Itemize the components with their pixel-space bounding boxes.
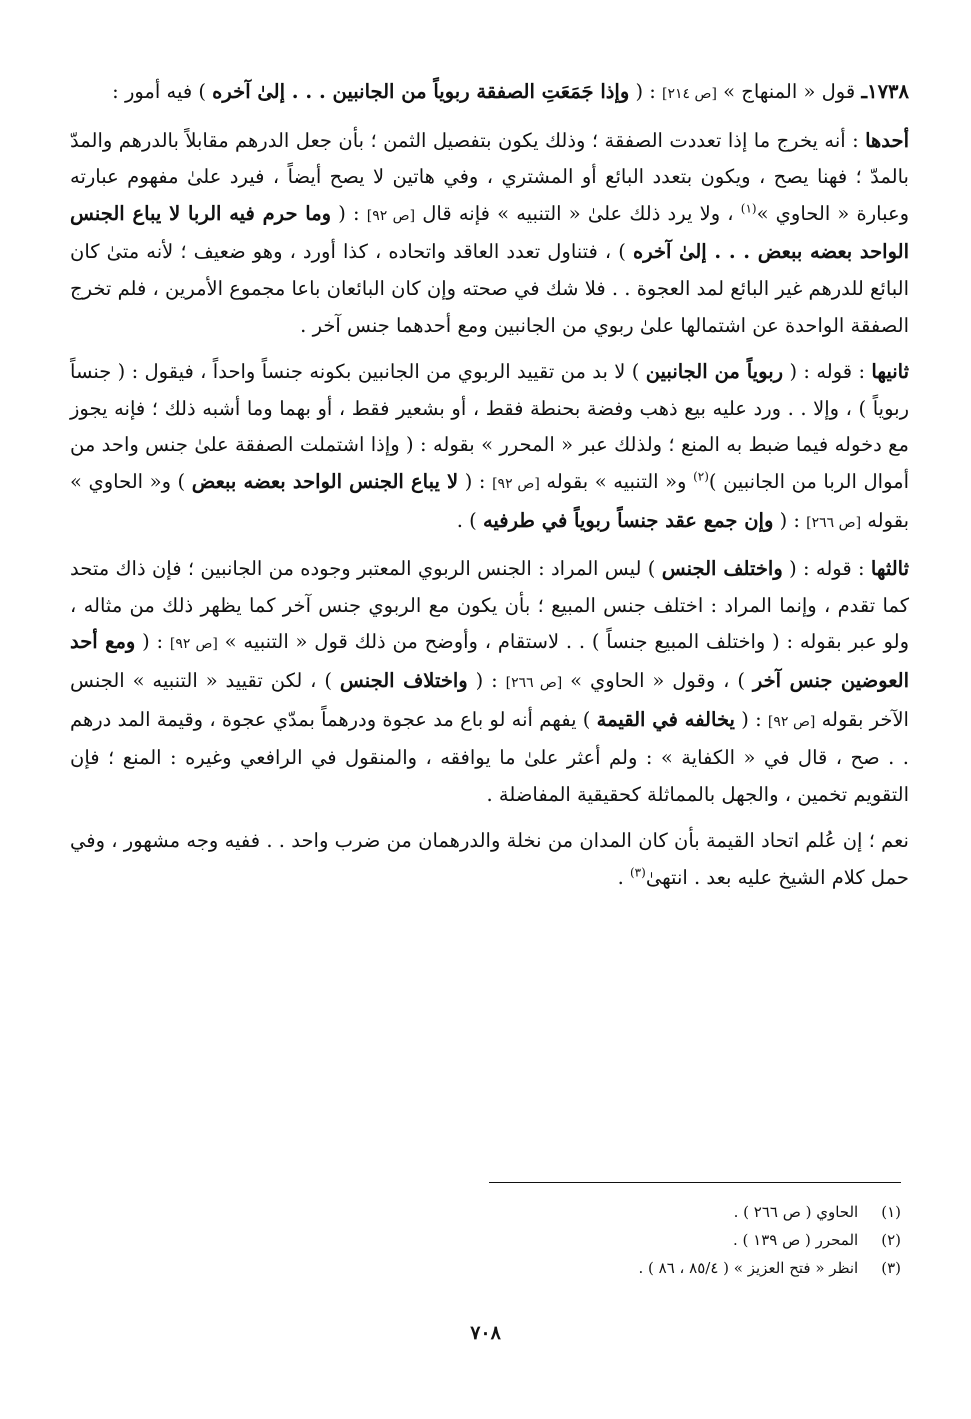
text-run: [ص ٩٢] (366, 207, 416, 224)
text-run: : ( (135, 630, 170, 654)
footnote-number: (١) (881, 1203, 901, 1221)
text-run: [ص ٩٢] (169, 636, 218, 653)
footnote-text: الحاوي ( ص ٢٦٦ ) . (733, 1203, 859, 1221)
paragraph (70, 74, 909, 113)
page-number: ٧٠٨ (470, 1322, 501, 1344)
text-run: : أنه يخرج ما إذا تعددت الصفقة ؛ وذلك يكون بتفصيل الثمن ؛ بأن جعل الدرهم مقابلاً بالدرهم والمدّ بالمدّ ؛ فهنا يصح ، ويكون بتعدد البائع أو المشتري ، وفي هاتين لا يصح أيضاً ، فيرد علىٰ مفهوم عبارته وعبارة « الحاوي » (70, 128, 910, 225)
text-run: ) ، فتناول تعدد العاقد واتحاده ، كذا أورد ، وهو ضعيف ؛ لأنه متىٰ كان البائع للدرهم غير البائع لمد العجوة . . فلا شك في صحته وإن كان البائعان باعا مجموع الأمرين ، فلم تخرج الصفقة الواحدة عن اشتمالها علىٰ ربوي من الجانبين ومع أحدهما جنس آخر . (70, 240, 909, 337)
footnote-ref: (١) (740, 201, 757, 216)
text-run: . (617, 865, 630, 889)
text-run: : ( (467, 668, 506, 692)
text-run: قول « المنهاج » (716, 80, 862, 103)
bold-text: واختلف الجنس (661, 557, 783, 581)
text-run: : ( (734, 707, 768, 731)
bold-text: ربوياً من الجانبين (645, 360, 784, 384)
footnote-number: (٣) (881, 1259, 901, 1277)
main-text (70, 74, 909, 896)
paragraph (70, 123, 909, 345)
text-run: ) ليس المراد : الجنس الربوي المعتبر وجوده من الجانبين ؛ فإن ذاك متحد كما تقدم ، وإنما المراد : اختلف جنس المبيع ؛ بأن يكون مع الربوي جنس آخر كما يظهر ذلك من مثاله ، ولو عبر بقوله : ( واختلف المبيع جنساً ) . . لاستقام ، وأوضح من ذلك قول « التنبيه » (70, 557, 909, 654)
text-run: : ( (331, 201, 367, 225)
footnotes (301, 1198, 901, 1282)
footnote-ref: (٢) (693, 469, 709, 484)
text-run: : قوله : ( (782, 557, 871, 581)
footnote-ref: (٣) (629, 865, 646, 880)
footnote-separator (489, 1182, 901, 1183)
paragraph (70, 354, 909, 541)
bold-text: وما حرم فيه الربا لا يباع الجنس الواحد بعضه ببعض . . . إلىٰ آخره (70, 201, 909, 264)
text-run: ، ولا يرد ذلك علىٰ « التنبيه » فإنه قال (415, 201, 741, 225)
bold-text: وإن جمع عقد جنساً ربوياً في طرفيه (482, 508, 774, 532)
paragraph (70, 551, 909, 813)
text-run: ) و« الحاوي » بقوله (70, 469, 909, 532)
text-run: ) يفهم أنه لو باع مد عجوة ودرهماً بمدّي عجوة ، وقيمة المد درهم . . صح ، قال في « الكفاية » : ولم أعثر علىٰ ما يوافقه ، والمنقول في الرافعي وغيره : المنع ؛ فإن التقويم تخمين ، والجهل بالمماثلة كحقيقية المفاضلة . (70, 707, 909, 806)
text-run: : قوله : ( (783, 360, 872, 384)
text-run: ) ، لكن تقييد « التنبيه » الجنس الآخر بقوله (70, 668, 909, 731)
text-run: [ص ٢٦٦] (505, 674, 563, 691)
text-run: : ( (773, 508, 807, 532)
footnote-2 (301, 1226, 901, 1254)
bold-text: ثانيها (871, 360, 910, 384)
bold-text: وإذا جَمَعَتِ الصفقة ربوياً من الجانبين . . . إلىٰ آخره (212, 80, 630, 103)
text-run: ) لا بد من تقييد الربوي من الجانبين بكونه جنساً واحداً ، فيقول : ( جنساً ربوياً ) ، وإلا . . ورد عليه بيع ذهب وفضة بحنطة فقط ، أو بشعير فقط ، أو بهما وما أشبه ذلك ؛ فإنه يجوز مع دخوله فيما ضبط به المنع ؛ ولذلك عبر « المحرر » بقوله : ( وإذا اشتملت الصفقة علىٰ جنس واحد من أموال الربا من الجانبين ) (70, 360, 910, 493)
bold-text: ومع أحد العوضين جنس آخر (70, 630, 910, 692)
text-run: ) ، وقول « الحاوي » (562, 668, 753, 692)
text-run: : ( (629, 80, 663, 103)
footnote-3 (301, 1254, 901, 1282)
text-run: [ص ٢١٤] (662, 86, 717, 102)
text-run: و« التنبيه » بقوله (539, 469, 694, 493)
text-run: [ص ٢٦٦] (806, 514, 862, 531)
text-run: ) . (456, 508, 483, 532)
bold-text: أحدها (865, 128, 909, 152)
text-run: [ص ٩٢] (767, 713, 816, 730)
paragraph (70, 823, 909, 896)
footnote-1 (301, 1198, 901, 1226)
footnote-number: (٢) (881, 1231, 901, 1249)
bold-text: لا يباع الجنس الواحد بعضه ببعض (191, 469, 459, 493)
text-run: ) فيه أمور : (112, 80, 213, 103)
footnote-text: انظر « فتح العزيز » ( ٨٥/٤ ، ٨٦ ) . (638, 1259, 859, 1277)
bold-text: يخالفه في القيمة (596, 707, 735, 731)
footnote-text: المحرر ( ص ١٣٩ ) . (732, 1231, 859, 1249)
bold-text: واختلاف الجنس (339, 668, 468, 692)
text-run: : ( (458, 469, 493, 493)
text-run: نعم ؛ إن عُلم اتحاد القيمة بأن كان المدان من نخلة والدرهمان من ضرب واحد . . ففيه وجه مشهور ، وفي حمل كلام الشيخ عليه بعد . انتهىٰ (70, 829, 909, 889)
bold-text: ١٧٣٨ـ (861, 80, 909, 103)
text-run: [ص ٩٢] (492, 475, 540, 492)
bold-text: ثالثها (870, 557, 910, 581)
